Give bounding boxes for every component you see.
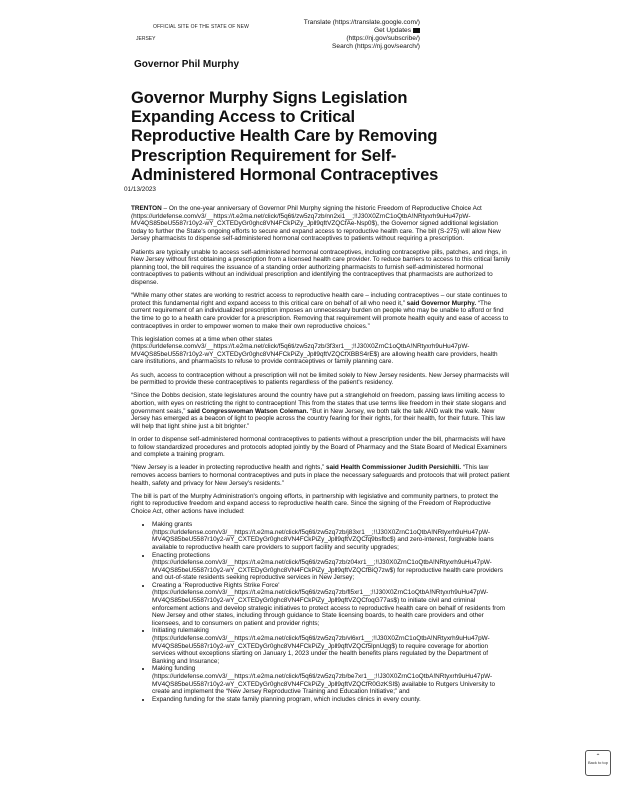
get-updates-link[interactable]: Get Updates — [373, 27, 411, 34]
site-title[interactable]: Governor Phil Murphy — [134, 59, 240, 70]
paragraph-7: In order to dispense self-administered hormonal contraceptives to patients without a prescription under the bill, pharmacists will have to follow standardized procedures and protocols adopted jointly by the Board of Pharmacy and the State Board of Medical Examiners and complete a training program. — [131, 436, 507, 459]
search-url[interactable]: (https://nj.gov/search/) — [354, 43, 420, 50]
top-utility-bar — [0, 0, 618, 52]
congresswoman-quote-cont: “But in New Jersey, we both talk the talk AND walk the walk. New Jersey has emerged as a beacon of light to people across the country fearing for their rights, for their health, for their future. This law will help that light shine just a bit brighter.” — [131, 407, 505, 430]
paragraph-5: As such, access to contraception without a prescription will not be limited solely to New Jersey residents. New Jersey pharmacists will be permitted to provide these contraceptives to patients regardless of the patient's residency. — [131, 371, 509, 387]
chevron-up-icon: ⌃ — [595, 754, 601, 760]
official-site-label-state: JERSEY — [136, 36, 156, 42]
paragraph-3 — [131, 292, 511, 330]
article-body — [131, 205, 511, 703]
list-item: • Expanding funding for the state family planning program, which includes clinics in every county. — [152, 696, 511, 704]
utility-links — [304, 19, 420, 51]
governor-attribution: said Governor Murphy. — [406, 299, 477, 307]
paragraph-1 — [131, 205, 511, 243]
translate-link[interactable]: Translate (https://translate.google.com/) — [303, 19, 420, 26]
back-to-top-button[interactable] — [585, 750, 611, 776]
list-item[interactable]: • Making grants (https://urldefense.com/v3/__https://t.e2ma.net/click/f5q6ti/zw5zq7zb/j83xr1__;!!J30X0ZrnC1oQtbA!NRtyxrh9uHu47pW-MV4QS85beU5587r10y2-wY_CXTEDyGr0ghc8VN4FCkPiZy_Jpll9qftVZQCfq9bsfbc$) and zero-interest, forgivable loans available to reproductive health care providers to support facility and security upgrades; — [152, 521, 511, 551]
congresswoman-attribution: said Congresswoman Watson Coleman. — [187, 407, 309, 415]
governor-quote: “While many other states are working to restrict access to reproductive health care – including contraceptives – our state continues to protect this fundamental right and expand access to this critical care on behalf of all who need it,” — [131, 292, 508, 307]
actions-list — [152, 521, 511, 703]
official-site-label: OFFICIAL SITE OF THE STATE OF NEW — [153, 24, 249, 30]
paragraph-4[interactable]: This legislation comes at a time when other states (https://urldefense.com/v3/__https://t.e2ma.net/click/f5q6ti/zw5zq7zb/3f3xr1__;!!J30X0ZrnC1oQtbA!NRtyxrh9uHu47pW-MV4QS85beU5587r10y2-wY_CXTEDyGr0ghc8VN4FCkPiZy_Jpll9qftVZQCfXBBS4rE$) are allowing health care providers, health care institutions, and pharmacists to refuse to provide contraceptives or family planning care. — [131, 335, 498, 366]
dateline: TRENTON — [131, 205, 162, 212]
commissioner-quote: “New Jersey is a leader in protecting reproductive health and rights,” — [131, 464, 327, 472]
congresswoman-quote: “Since the Dobbs decision, state legislatures around the country have put a stranglehold on freedom, passing laws limiting access to abortion, with eyes on restricting the right to contraception! This from the states that use terms like freedom in their state slogans and government seals,” — [131, 392, 506, 415]
paragraph-1-text[interactable]: – On the one-year anniversary of Governor Phil Murphy signing the historic Freedom of Reproductive Choice Act (https://urldefense.com/v3/__https://t.e2ma.net/click/f5q6ti/zw5zq7zb/nn2xi1__;!!J30X0ZrnC1oQtbA!NRtyxrh9uHu47pW-MV4QS85beU5587r10y2-wY_CXTEDyGr0ghc8VN4FCkPiZy_Jpll9qftVZQCfAe-Nsp0$), the Governor signed additional legislation today to further the State's ongoing efforts to secure and expand access to reproductive health care. The bill (S-275) will allow New Jersey pharmacists to dispense self-administered hormonal contraceptives to patients without requiring a prescription. — [131, 205, 501, 243]
back-to-top-label: Back to top — [587, 760, 608, 765]
article-date: 01/13/2023 — [124, 186, 156, 193]
list-item[interactable]: • Initiating rulemaking (https://urldefense.com/v3/__https://t.e2ma.net/click/f5q6ti/zw5zq7zb/vl6xr1__;!!J30X0ZrnC1oQtbA!NRtyxrh9uHu47pW-MV4QS85beU5587r10y2-wY_CXTEDyGr0ghc8VN4FCkPiZy_Jpll9qftVZQCf5lpnUqg$) to require coverage for abortion services without exceptions starting on January 1, 2023 under the health benefits plans regulated by the Department of Banking and Insurance; — [152, 627, 511, 665]
governor-quote-cont: “The current requirement of an individualized prescription imposes an unnecessary burden on people who may be unable to afford or find the time to go to a health care provider for a prescription. Removing that requirement will promote health equity and ease of access to contraceptives in order to empower women to make their own reproductive choices.” — [131, 299, 509, 330]
commissioner-quote-cont: “This law removes access barriers to hormonal contraceptives and puts in place the necessary safeguards and protocols that will protect patient health, safety and privacy for New Jersey's residents.” — [131, 464, 510, 487]
article-title: Governor Murphy Signs Legislation Expanding Access to Critical Reproductive Health Care by Removing Prescription Requirement for Self-Administered Hormonal Contraceptives — [131, 89, 439, 184]
paragraph-2: Patients are typically unable to access self-administered hormonal contraceptives, including contraceptive pills, patches, and rings, in New Jersey without first obtaining a prescription from a licensed health care provider. To reduce barriers to access to this critical family planning tool, the bill requires the issuance of a standing order authorizing pharmacists to furnish self-administered hormonal contraceptives to patients without an individual prescription and identifying the contraceptives that pharmacists are authorized to dispense. — [131, 248, 511, 286]
get-updates-url[interactable]: (https://nj.gov/subscribe/) — [346, 35, 420, 42]
search-link[interactable]: Search — [332, 43, 353, 50]
envelope-icon — [413, 28, 420, 33]
paragraph-9: The bill is part of the Murphy Administration's ongoing efforts, in partnership with legislative and community partners, to protect the right to reproductive freedom and expand access to reproductive health care. Since the signing of the Freedom of Reproductive Choice Act, other actions have included: — [131, 492, 499, 515]
paragraph-8 — [131, 464, 511, 487]
list-item[interactable]: • Creating a 'Reproductive Rights Strike Force' (https://urldefense.com/v3/__https://t.e2ma.net/click/f5q6ti/zw5zq7zb/fl5xr1__;!!J30X0ZrnC1oQtbA!NRtyxrh9uHu47pW-MV4QS85beU5587r10y2-wY_CXTEDyGr0ghc8VN4FCkPiZy_Jpll9qftVZQCfoqG77as$) to initiate civil and criminal enforcement actions and develop strategic initiatives to protect access to reproductive health care on behalf of residents from New Jersey and other states, including through guidance to State licensing boards, to health care providers and other licensees, and to consumers on patient and provider rights; — [152, 582, 511, 628]
commissioner-attribution: said Health Commissioner Judith Persichilli. — [326, 464, 461, 472]
paragraph-6 — [131, 392, 511, 430]
list-item[interactable]: • Enacting protections (https://urldefense.com/v3/__https://t.e2ma.net/click/f5q6ti/zw5zq7zb/z04xr1__;!!J30X0ZrnC1oQtbA!NRtyxrh9uHu47pW-MV4QS85beU5587r10y2-wY_CXTEDyGr0ghc8VN4FCkPiZy_Jpll9qftVZQCfBiQ7zw$) for reproductive health care providers and out-of-state residents seeking reproductive services in New Jersey; — [152, 552, 511, 582]
list-item[interactable]: • Making funding (https://urldefense.com/v3/__https://t.e2ma.net/click/f5q6ti/zw5zq7zb/be7xr1__;!!J30X0ZrnC1oQtbA!NRtyxrh9uHu47pW-MV4QS85beU5587r10y2-wY_CXTEDyGr0ghc8VN4FCkPiZy_Jpll9qftVZQCfR0GzKSI$) available to Rutgers University to create and implement the “New Jersey Reproductive Training and Education Initiative;” and — [152, 665, 511, 695]
